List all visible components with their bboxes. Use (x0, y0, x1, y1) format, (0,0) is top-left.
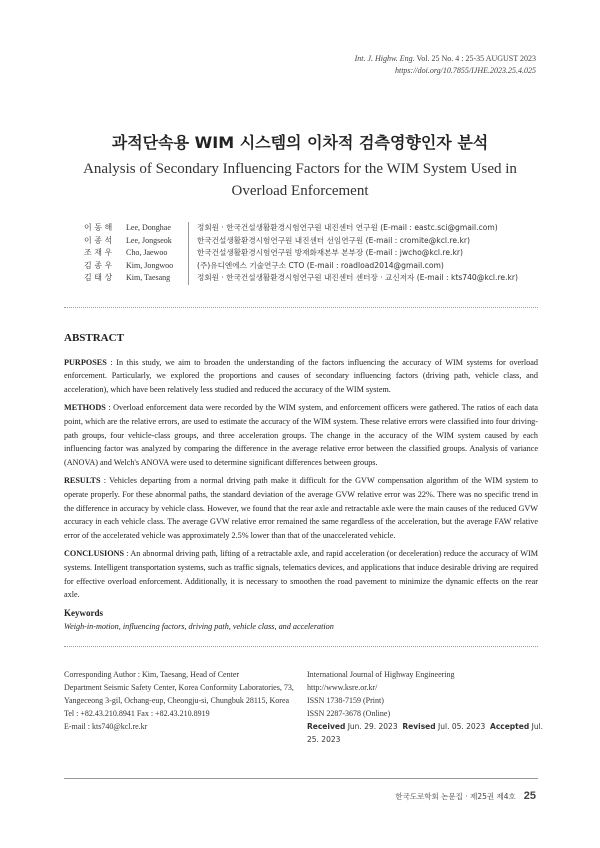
author-name-korean: 이 종 석 (84, 235, 113, 245)
accepted-date: Jul. 25. 2023 (307, 722, 544, 744)
purposes-paragraph (64, 356, 538, 397)
corr-line: Yangeceong 3-gil, Ochang-eup, Cheongju-si, Chungbuk 28115, Korea (64, 696, 290, 705)
author-row (84, 235, 544, 248)
author-name-english: Lee, Jongseok (126, 235, 189, 248)
conclusions-label: CONCLUSIONS (64, 549, 125, 559)
author-list (84, 222, 544, 285)
accepted-label: Accepted (490, 722, 530, 731)
submission-dates (307, 720, 547, 746)
methods-text: : Overload enforcement data were recorded by the WIM system, and enforcement officers were gathered. The ratios of each data point, which are the relative errors, are used to estimate the accuracy of the WIM system. These relative errors were classified into four driving-path groups, four vehicle-class groups, and three acceleration groups. The change in the accuracy of the WIM system caused by each influencing factor was analyzed by comparing the difference in the average relative error between the classified groups. Analysis of variance (ANOVA) and Welch's ANOVA were used to determine significant differences between groups. (64, 403, 538, 467)
author-row (84, 222, 544, 235)
conclusions-text: : An abnormal driving path, lifting of a retractable axle, and rapid acceleration (or deceleration) reduce the accuracy of WIM systems. Intelligent transportation systems, such as traffic signals, telematics devices, and applications that induce desirable driving are required for effective overload enforcement. Additionally, it is necessary to smoothen the road pavement to minimize the dynamic effects on the rear axle. (64, 549, 538, 600)
revised-label: Revised (402, 722, 436, 731)
footer-journal: 한국도로학회 논문집 · 제25권 제4호 (395, 792, 516, 801)
received-date: Jun. 29. 2023 (347, 722, 398, 731)
keywords-text: Weigh-in-motion, influencing factors, driving path, vehicle class, and acceleration (64, 622, 334, 632)
corr-line: E-mail : kts740@kcl.re.kr (64, 722, 148, 731)
author-affiliation: (주)유디엔에스 기술연구소 CTO (E-mail : roadload2014@gmail.com) (197, 260, 444, 270)
methods-label: METHODS (64, 403, 106, 413)
title-english: Analysis of Secondary Influencing Factors for the WIM System Used in Overload Enforcement (83, 161, 517, 199)
author-affiliation: 한국건설생활환경시험연구원 방재화재본부 본부장 (E-mail : jwcho@kcl.re.kr) (197, 248, 463, 257)
author-name-english: Lee, Donghae (126, 222, 189, 235)
author-affiliation: 정회원 · 한국건설생활환경시험연구원 내진센터 연구원 (E-mail : eastc.sci@gmail.com) (197, 223, 498, 232)
author-name-korean: 조 재 우 (84, 248, 113, 257)
author-affiliation: 한국건설생활환경시험연구원 내진센터 선임연구원 (E-mail : cromite@kcl.re.kr) (197, 235, 470, 245)
footer-divider (64, 778, 538, 779)
issn-print: ISSN 1738-7159 (Print) (307, 696, 384, 705)
abstract-heading: ABSTRACT (64, 332, 124, 344)
results-paragraph (64, 474, 538, 542)
divider (64, 646, 538, 647)
author-name-korean: 김 태 상 (84, 273, 113, 282)
journal-name: International Journal of Highway Engineering (307, 670, 455, 679)
author-row (84, 247, 544, 260)
author-row (84, 272, 544, 285)
author-name-english: Kim, Jongwoo (126, 260, 189, 273)
corr-line: Corresponding Author : Kim, Taesang, Head of Center (64, 670, 240, 679)
author-name-korean: 이 동 해 (84, 223, 113, 232)
journal-citation (355, 54, 536, 63)
author-row (84, 260, 544, 273)
purposes-text: : In this study, we aim to broaden the understanding of the factors influencing the accuracy of WIM systems for overload enforcement. Particularly, we explored the proportions and causes of secondary influencing factors (driving path, vehicle class, and acceleration), which have been relatively less studied and reduced the accuracy of the WIM system. (64, 357, 538, 394)
journal-abbrev: Int. J. Highw. Eng. (354, 54, 415, 63)
author-name-korean: 김 종 우 (84, 260, 113, 270)
author-affiliation: 정회원 · 한국건설생활환경시험연구원 내진센터 센터장 · 교신저자 (E-mail : kts740@kcl.re.kr) (197, 273, 518, 282)
results-label: RESULTS (64, 476, 101, 486)
doi-link[interactable]: https://doi.org/10.7855/IJHE.2023.25.4.025 (394, 66, 536, 75)
purposes-label: PURPOSES (64, 357, 107, 367)
page-number: 25 (523, 790, 536, 802)
page-footer (395, 790, 536, 802)
keywords-heading: Keywords (64, 607, 103, 618)
received-label: Received (307, 722, 346, 731)
abstract-section (64, 332, 538, 634)
corresponding-author-block (64, 668, 304, 733)
author-name-english: Kim, Taesang (126, 272, 189, 285)
title-korean: 과적단속용 WIM 시스템의 이차적 검측영향인자 분석 (111, 133, 489, 152)
issn-online: ISSN 2287-3678 (Online) (307, 709, 391, 718)
corr-line: Tel : +82.43.210.8941 Fax : +82.43.210.8919 (64, 709, 210, 718)
journal-info-block (307, 668, 547, 746)
revised-date: Jul. 05. 2023 (438, 722, 486, 731)
methods-paragraph (64, 401, 538, 469)
conclusions-paragraph (64, 547, 538, 601)
journal-volume: Vol. 25 No. 4 : 25-35 AUGUST 2023 (416, 54, 536, 63)
results-text: : Vehicles departing from a normal driving path make it difficult for the GVW compensation algorithm of the WIM system to operate properly. For these abnormal paths, the standard deviation of the average GVW relative error was 22%. There was no specific trend in the difference in accuracy by vehicle class. However, we found that the rear axle and retractable axle were the main causes of the reduced GVW accuracy in each vehicle class. The average GVW relative error remained the same regardless of the acceleration, but the average FAW relative error of the accelerated vehicle was approximately 2.5% lower than that of the unaccelerated vehicle. (64, 476, 538, 540)
divider (64, 307, 538, 308)
corr-line: Department Seismic Safety Center, Korea Conformity Laboratories, 73, (64, 683, 294, 692)
author-name-english: Cho, Jaewoo (126, 247, 189, 260)
journal-url[interactable]: http://www.ksre.or.kr/ (307, 683, 378, 692)
